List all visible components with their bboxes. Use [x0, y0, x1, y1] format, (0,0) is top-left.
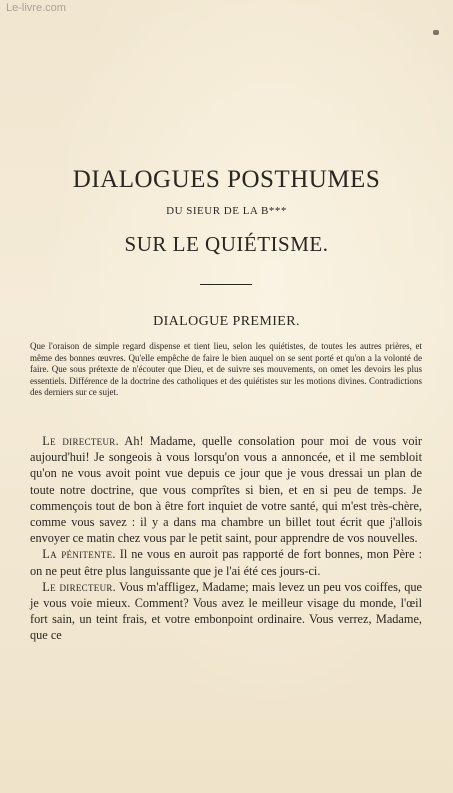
paragraph: [30, 579, 422, 644]
paragraph-text: Vous m'affligez, Madame; mais levez un peu vos coiffes, que je vous voie mieux. Comment? Vous avez le meilleur visage du monde, l'œil fort sain, un teint frais, et votre embonpoint ordinaire. Vous verrez, Madame, que ce: [30, 579, 422, 643]
divider-rule: [200, 284, 252, 285]
paragraph: [30, 433, 422, 546]
watermark: Le-livre.com: [6, 2, 66, 14]
speaker-label: La pénitente.: [42, 547, 116, 562]
page-title: DIALOGUES POSTHUMES: [72, 166, 381, 193]
ink-smudge: [433, 30, 439, 35]
dialogue-heading: DIALOGUE PREMIER.: [153, 314, 300, 329]
paragraph: [30, 546, 422, 578]
paragraph-text: Ah! Madame, quelle consolation pour moi de vous voir aujourd'hui! Je songeois à vous lorsqu'on vous a annoncée, et il me sembloit qu'on ne vous avoit point vue depuis ce jour que je vous dressai un plan de toute notre doctrine, que vous comprîtes si bien, et en si peu de temps. Je commençois tout de bon à être fort inquiet de votre santé, qui m'est très-chère, comme vous savez : il y a dans ma chambre un billet tout écrit que j'allois envoyer ce matin chez vous par le petit saint, pour apprendre de vos nouvelles.: [30, 434, 423, 546]
speaker-label: Le directeur.: [42, 434, 119, 448]
speaker-label: Le directeur.: [42, 579, 117, 594]
chapter-summary: Que l'oraison de simple regard dispense et tient lieu, selon les quiétistes, de toutes les autres prières, et même des bonnes œuvres. Qu'elle empêche de faire le bien auquel on se sent porté et qu'on a la volonté de faire. Que sous prétexte de n'écouter que Dieu, et de suivre ses mouvements, on omet les devoirs les plus essentiels. Différence de la doctrine des catholiques et des quiétistes sur les motions divines. Contradictions des derniers sur ce sujet.: [30, 341, 422, 398]
title-subject-line: SUR LE QUIÉTISME.: [124, 232, 329, 256]
paragraph-text: Il ne vous en auroit pas rapporté de fort bonnes, mon Père : on ne peut être plus languissante que je l'ai été ces jours-ci.: [30, 547, 422, 578]
title-author-line: DU SIEUR DE LA B***: [166, 205, 287, 217]
dialogue-body: [30, 433, 422, 644]
